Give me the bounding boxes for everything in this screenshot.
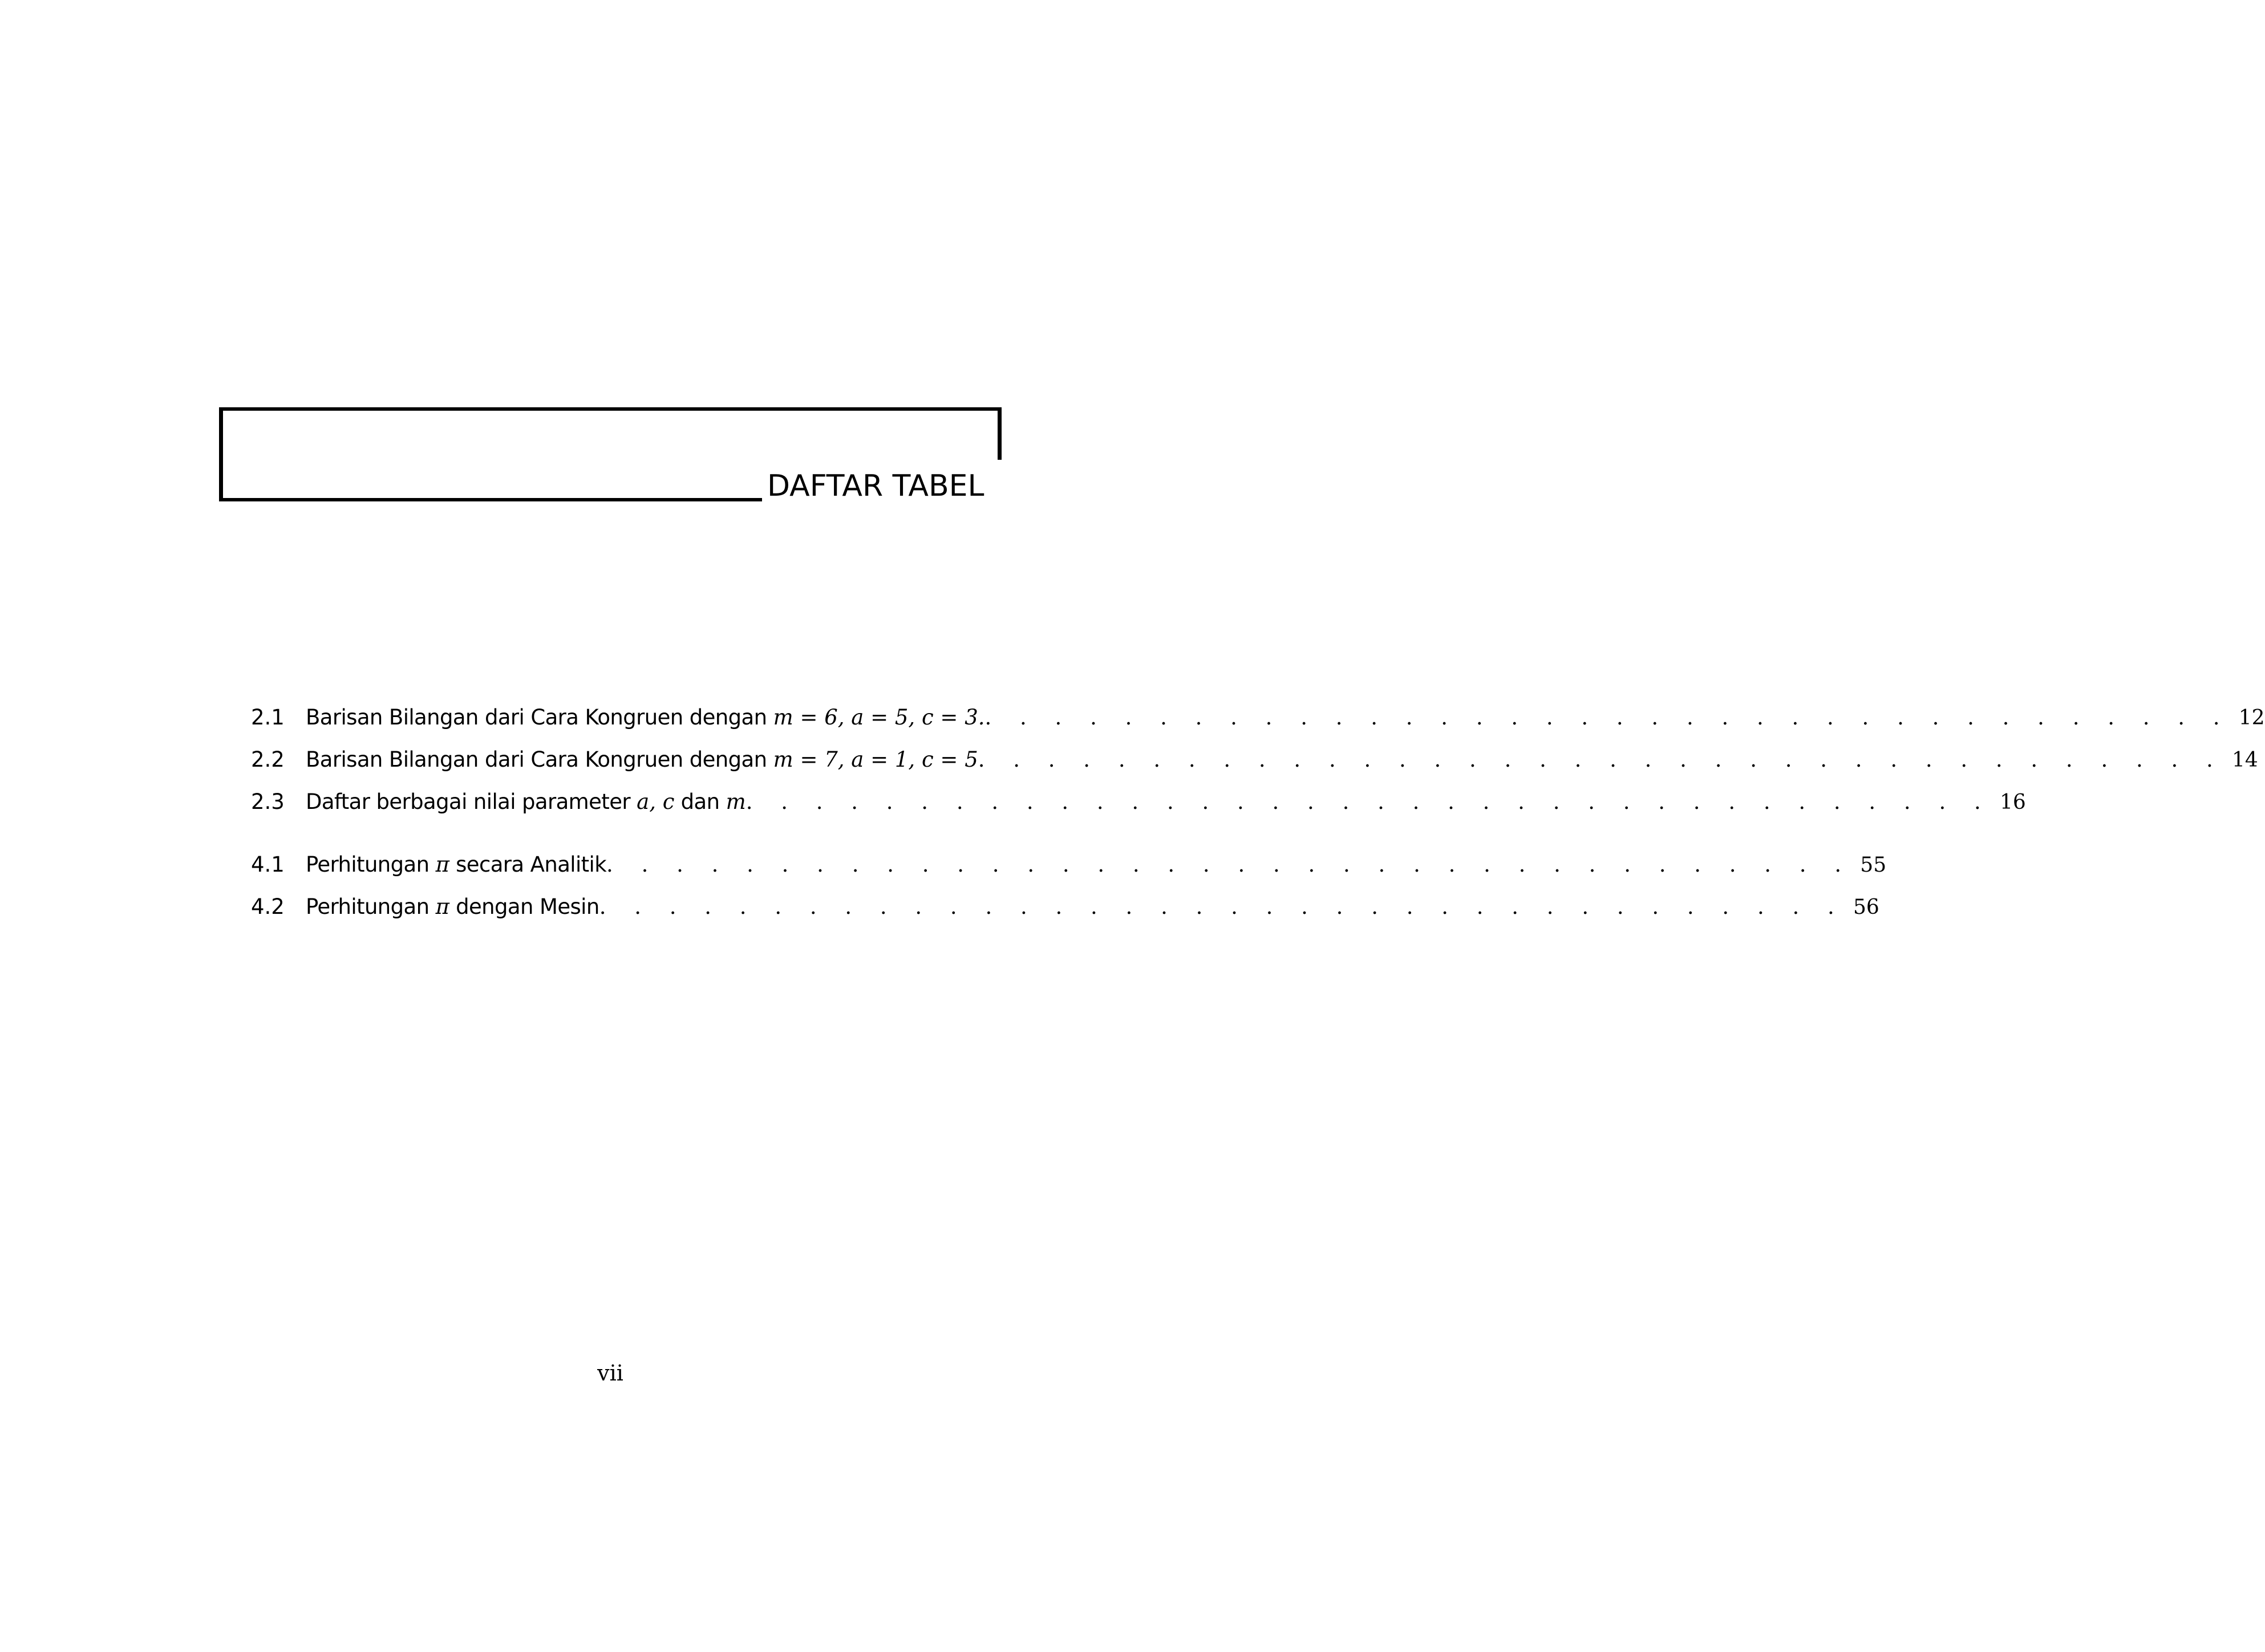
entry-title bbox=[306, 787, 746, 817]
entry-title bbox=[306, 850, 606, 880]
entry-title-text: dengan Mesin bbox=[449, 894, 599, 919]
list-item[interactable] bbox=[251, 745, 2258, 775]
entry-title-math: m = 6, a = 5, c = 3. bbox=[773, 705, 985, 730]
entry-title-text: Perhitungan bbox=[306, 894, 436, 919]
entry-title-text: Barisan Bilangan dari Cara Kongruen dengan bbox=[306, 705, 773, 730]
entry-page-number: 14 bbox=[2231, 748, 2258, 772]
entry-page-number: 56 bbox=[1853, 896, 1879, 919]
list-item[interactable] bbox=[251, 850, 1887, 880]
entry-title-text: secara Analitik bbox=[449, 852, 607, 877]
entry-page-number: 55 bbox=[1860, 853, 1887, 877]
entry-page-number: 12 bbox=[2238, 706, 2265, 730]
entry-title-math: π bbox=[435, 852, 449, 877]
entry-title bbox=[306, 703, 985, 732]
dot-leader: . . . . . . . . . . . . . . . . . . . . . . . . . . . . . . . . . . . . bbox=[606, 852, 1853, 877]
entry-title-math: m bbox=[726, 789, 746, 814]
dot-leader: . . . . . . . . . . . . . . . . . . . . . . . . . . . . . . . . . . . . bbox=[978, 747, 2224, 772]
dot-leader: . . . . . . . . . . . . . . . . . . . . . . . . . . . . . . . . . . . . bbox=[745, 789, 1992, 814]
entry-title-math: a, c bbox=[637, 789, 675, 814]
list-item[interactable] bbox=[251, 703, 2265, 732]
entry-number: 2.3 bbox=[251, 789, 285, 814]
chapter-frame-left-rule bbox=[219, 407, 223, 501]
entry-page-number: 16 bbox=[1999, 791, 2026, 814]
entry-title-text: Barisan Bilangan dari Cara Kongruen dengan bbox=[306, 747, 773, 772]
chapter-frame-top-rule bbox=[219, 407, 1002, 411]
dot-leader: . . . . . . . . . . . . . . . . . . . . . . . . . . . . . . . . . . . . bbox=[984, 705, 2231, 730]
page-number: vii bbox=[597, 1361, 623, 1386]
entry-title-math: π bbox=[435, 894, 449, 919]
dot-leader: . . . . . . . . . . . . . . . . . . . . . . . . . . . . . . . . . . . . bbox=[599, 894, 1845, 919]
entry-number: 2.1 bbox=[251, 705, 285, 730]
entry-title-text: dan bbox=[674, 789, 726, 814]
list-item[interactable] bbox=[251, 787, 2026, 817]
entry-number: 4.1 bbox=[251, 852, 285, 877]
entry-number: 2.2 bbox=[251, 747, 285, 772]
entry-title bbox=[306, 745, 978, 775]
chapter-title: DAFTAR TABEL bbox=[767, 469, 984, 503]
entry-number: 4.2 bbox=[251, 894, 285, 919]
list-item[interactable] bbox=[251, 892, 1879, 922]
entry-title-text: Daftar berbagai nilai parameter bbox=[306, 789, 637, 814]
entry-title-text: Perhitungan bbox=[306, 852, 436, 877]
chapter-frame-right-rule bbox=[998, 407, 1002, 460]
entry-title-math: m = 7, a = 1, c = 5 bbox=[773, 747, 978, 772]
chapter-frame-bottom-rule bbox=[219, 498, 762, 501]
entry-title bbox=[306, 892, 599, 922]
